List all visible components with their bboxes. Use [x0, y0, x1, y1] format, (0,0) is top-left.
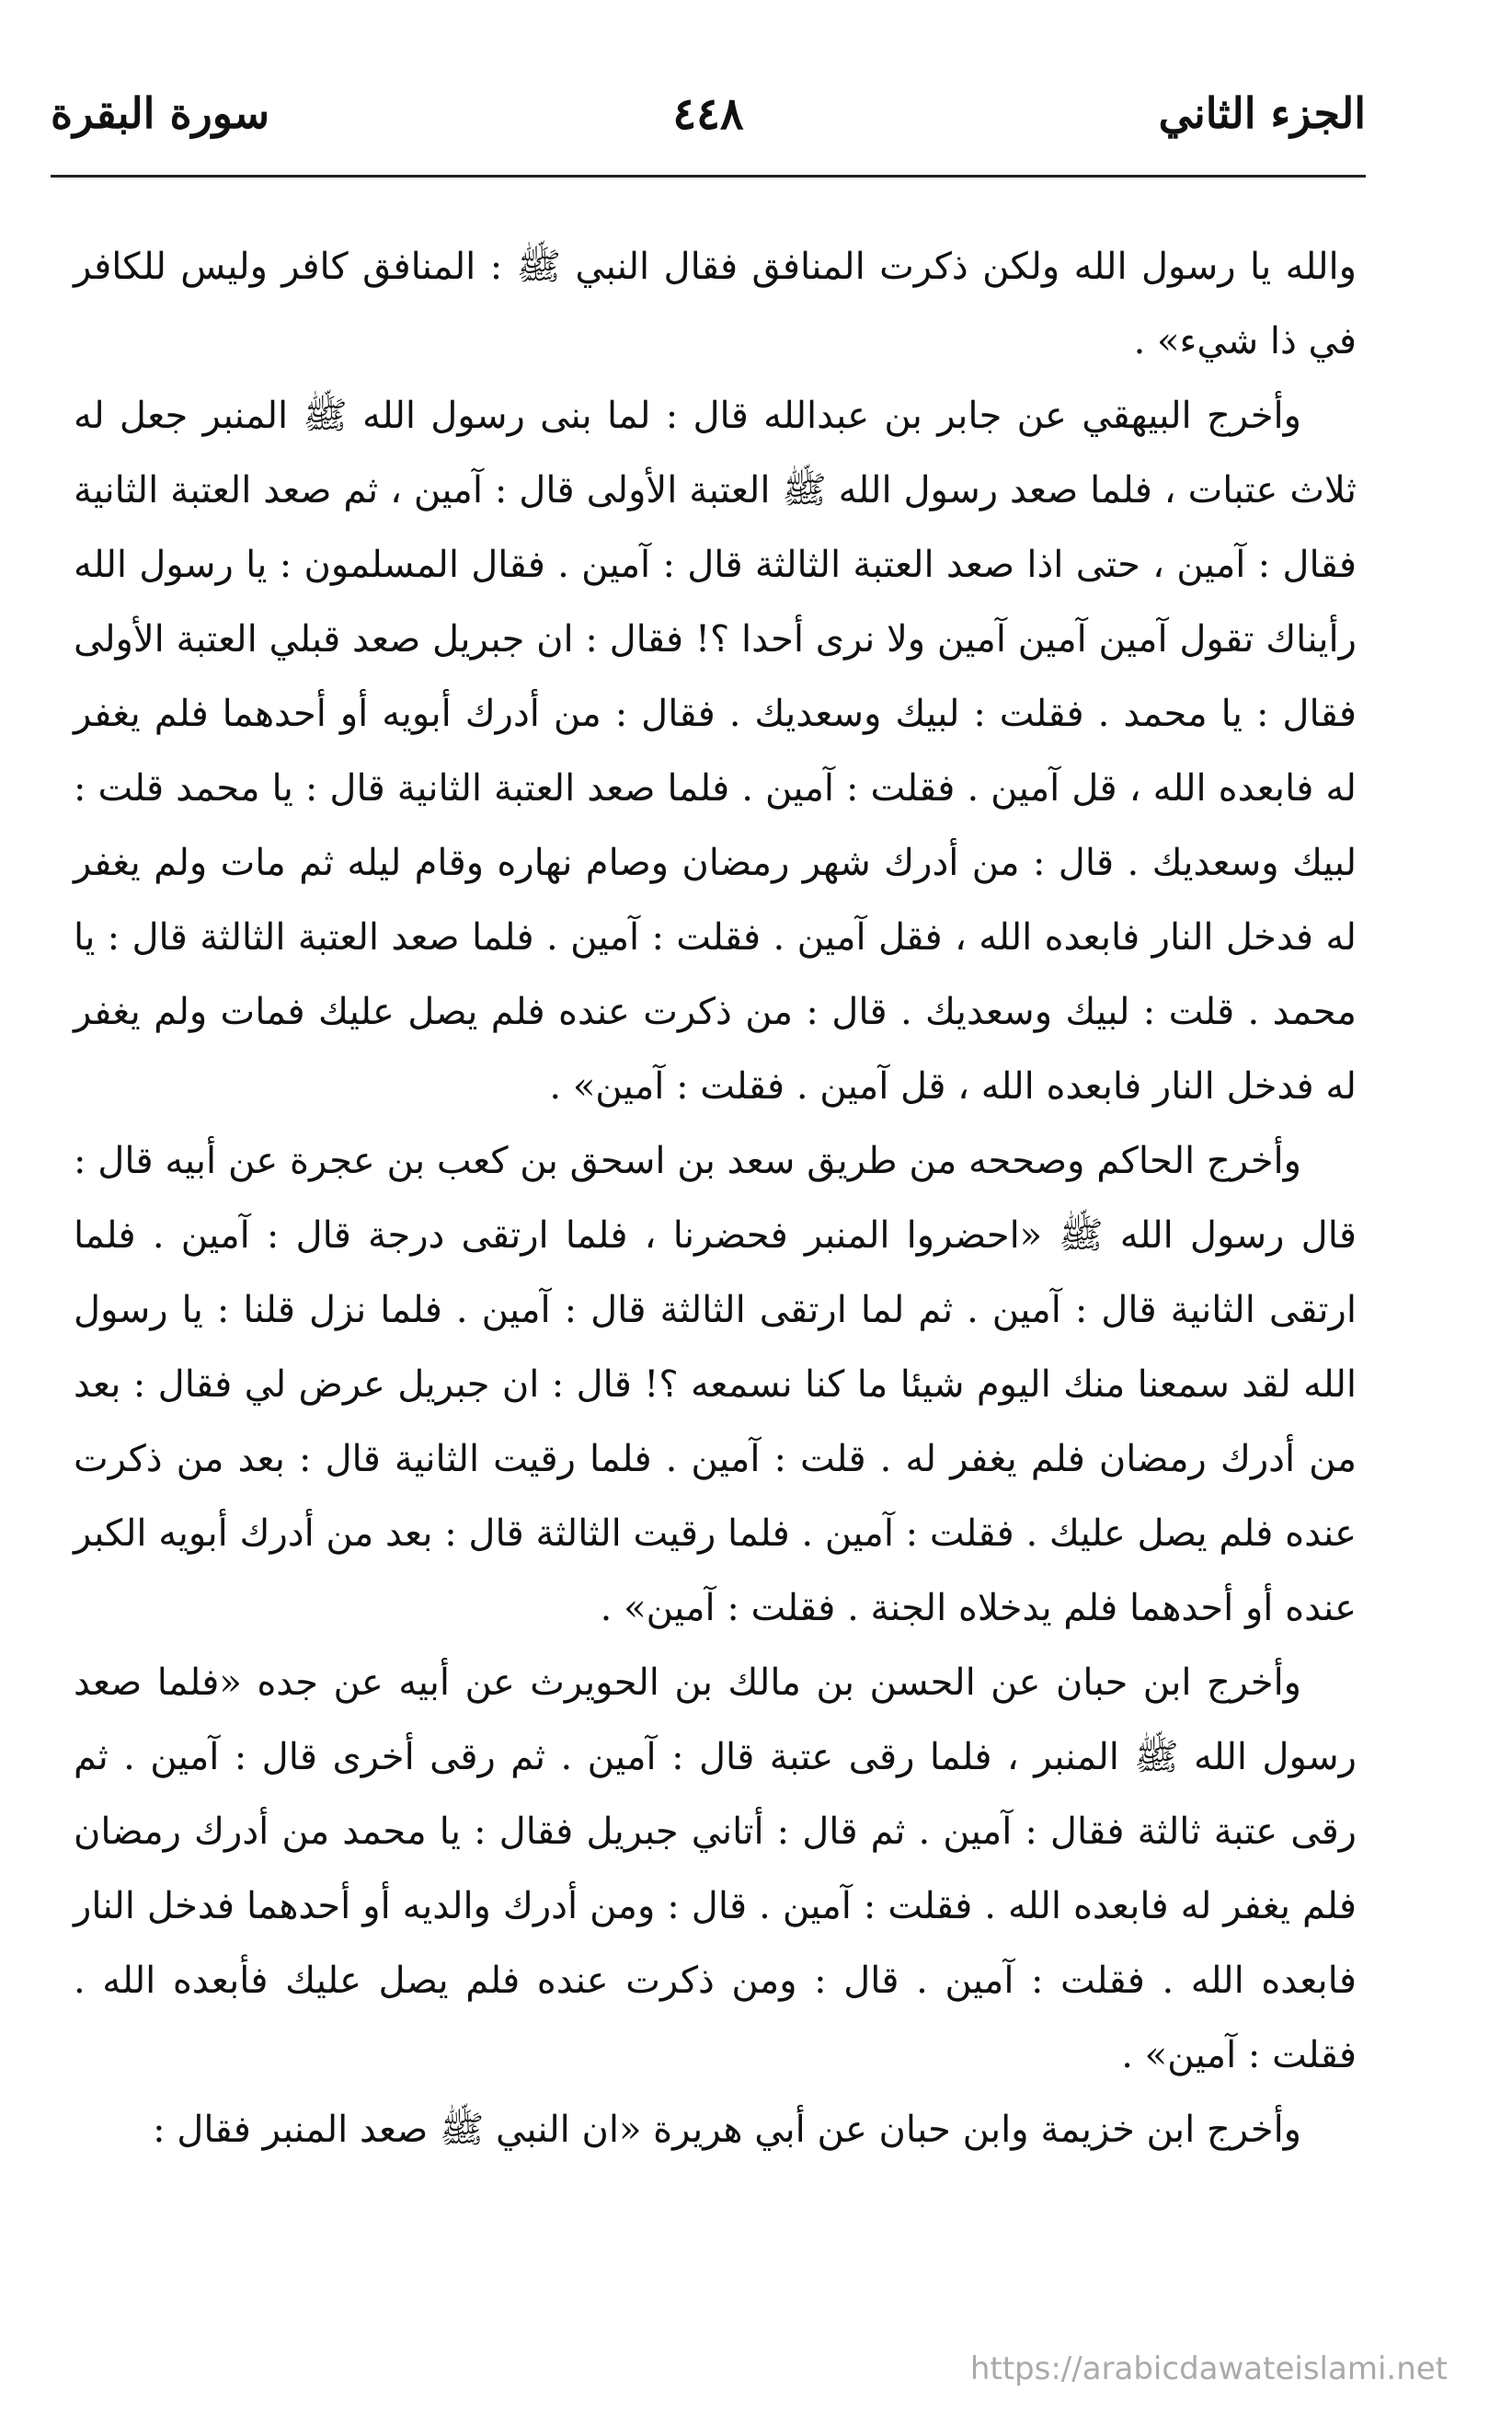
paragraph: وأخرج البيهقي عن جابر بن عبدالله قال : لما بنى رسول الله ﷺ المنبر جعل له ثلاث عتبات ، فلما صعد رسول الله ﷺ العتبة الأولى قال : آمين ، ثم صعد العتبة الثانية فقال : آمين ، حتى اذا صعد العتبة الثالثة قال : آمين . فقال المسلمون : يا رسول الله رأيناك تقول آمين آمين آمين ولا نرى أحدا ؟! فقال : ان جبريل صعد قبلي العتبة الأولى فقال : يا محمد . فقلت : لبيك وسعديك . فقال : من أدرك أبويه أو أحدهما فلم يغفر له فابعده الله ، قل آمين . فقلت : آمين . فلما صعد العتبة الثانية قال : يا محمد قلت : لبيك وسعديك . قال : من أدرك شهر رمضان وصام نهاره وقام ليله ثم مات ولم يغفر له فدخل النار فابعده الله ، فقل آمين . فقلت : آمين . فلما صعد العتبة الثالثة قال : يا محمد . قلت : لبيك وسعديك . قال : من ذكرت عنده فلم يصل عليك فمات ولم يغفر له فدخل النار فابعده الله ، قل آمين . فقلت : آمين» .: [74, 395, 1357, 1108]
paragraph: وأخرج ابن خزيمة وابن حبان عن أبي هريرة «ان النبي ﷺ صعد المنبر فقال :: [153, 2109, 1301, 2151]
watermark-url: https://arabicdawateislami.net: [969, 2351, 1448, 2387]
running-header: [51, 88, 1366, 162]
paragraph: وأخرج الحاكم وصححه من طريق سعد بن اسحق بن كعب بن عجرة عن أبيه قال : قال رسول الله ﷺ «احضروا المنبر فحضرنا ، فلما ارتقى درجة قال : آمين . فلما ارتقى الثانية قال : آمين . ثم لما ارتقى الثالثة قال : آمين . فلما نزل قلنا : يا رسول الله لقد سمعنا منك اليوم شيئا ما كنا نسمعه ؟! قال : ان جبريل عرض لي فقال : بعد من أدرك رمضان فلم يغفر له . قلت : آمين . فلما رقيت الثانية قال : بعد من ذكرت عنده فلم يصل عليك . فقلت : آمين . فلما رقيت الثالثة قال : بعد من أدرك أبويه الكبر عنده أو أحدهما فلم يدخلاه الجنة . فقلت : آمين» .: [74, 1140, 1357, 1629]
surah-title: سورة البقرة: [51, 88, 270, 138]
paragraph: والله يا رسول الله ولكن ذكرت المنافق فقال النبي ﷺ : المنافق كافر وليس للكافر في ذا شيء» .: [74, 246, 1357, 362]
part-title: الجزء الثاني: [1158, 88, 1366, 138]
header-rule: [51, 175, 1366, 178]
page-number: ٤٤٨: [672, 88, 744, 140]
paragraph: وأخرج ابن حبان عن الحسن بن مالك بن الحويرث عن أبيه عن جده «فلما صعد رسول الله ﷺ المنبر ، فلما رقى عتبة قال : آمين . ثم رقى أخرى قال : آمين . ثم رقى عتبة ثالثة فقال : آمين . ثم قال : أتاني جبريل فقال : يا محمد من أدرك رمضان فلم يغفر له فابعده الله . فقلت : آمين . قال : ومن أدرك والديه أو أحدهما فدخل النار فابعده الله . فقلت : آمين . قال : ومن ذكرت عنده فلم يصل عليك فأبعده الله . فقلت : آمين» .: [74, 1661, 1357, 2076]
body-text: [74, 230, 1357, 2167]
